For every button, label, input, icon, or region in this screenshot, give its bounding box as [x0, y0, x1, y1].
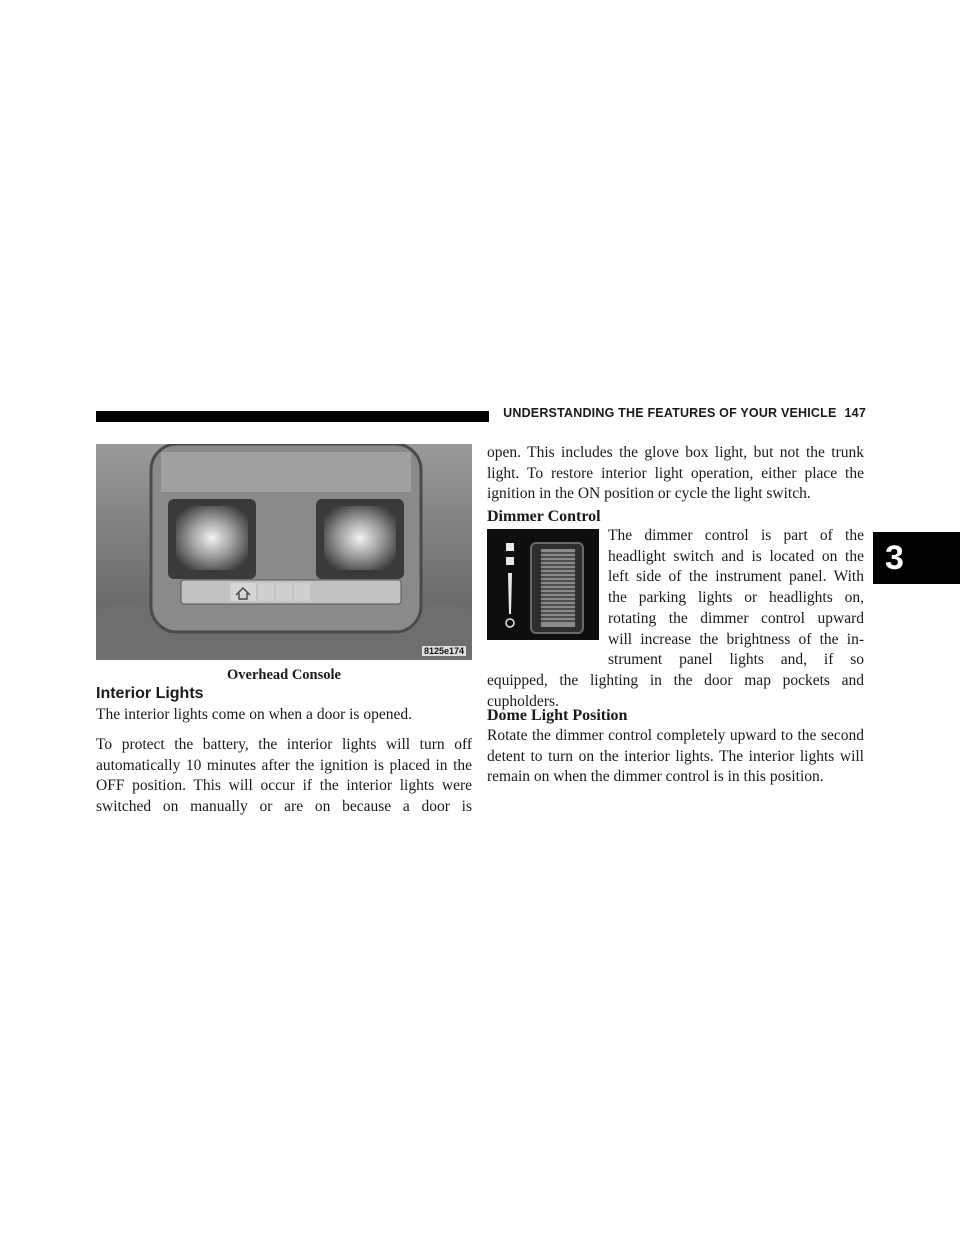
interior-lights-intro: The interior lights come on when a door is opened. — [96, 706, 412, 723]
interior-lights-heading: Interior Lights — [96, 685, 204, 702]
dimmer-control-paragraph-continued: equipped, the lighting in the door map pockets and cupholders. — [487, 672, 864, 710]
dimmer-line-5: rotating the dimmer control upward — [608, 609, 864, 627]
dimmer-line-2: headlight switch and is located on the — [608, 547, 864, 565]
section-title: UNDERSTANDING THE FEATURES OF YOUR VEHICLE — [503, 406, 837, 420]
figure-caption: Overhead Console — [227, 667, 341, 683]
dimmer-control-image — [487, 529, 599, 640]
dome-light-paragraph: Rotate the dimmer control completely upward to the second detent to turn on the interior lights. The interior lights will remain on when the dimmer control is in this position. — [487, 727, 864, 786]
chapter-tab — [873, 532, 960, 584]
chapter-number: 3 — [885, 539, 904, 577]
interior-lights-paragraph-continued: open. This includes the glove box light, but not the trunk light. To restore interior light operation, either place the ignition in the ON position or cycle the light switch. — [487, 444, 864, 503]
overhead-console-photo — [96, 444, 472, 660]
header-rule — [96, 411, 489, 422]
dome-light-heading: Dome Light Position — [487, 707, 628, 724]
dimmer-control-heading: Dimmer Control — [487, 508, 601, 525]
dimmer-line-3: left side of the instrument panel. With — [608, 568, 864, 586]
dimmer-line-6: will increase the brightness of the in- — [608, 630, 864, 648]
dimmer-wheel-illustration — [487, 529, 599, 640]
dimmer-line-1: The dimmer control is part of the — [608, 527, 864, 544]
dimmer-line-7: strument panel lights and, if so — [608, 651, 864, 669]
interior-lights-battery-paragraph: To protect the battery, the interior lights will turn off automatically 10 minutes after the ignition is placed in the OFF position. This will occur if the interior lights were switched on manually or are on because a door is — [96, 736, 472, 816]
image-code: 8125e174 — [423, 646, 464, 656]
running-header — [500, 406, 866, 420]
dimmer-line-4: the parking lights or headlights on, — [608, 589, 864, 607]
overhead-console-illustration — [96, 444, 472, 660]
page-number: 147 — [844, 406, 866, 420]
